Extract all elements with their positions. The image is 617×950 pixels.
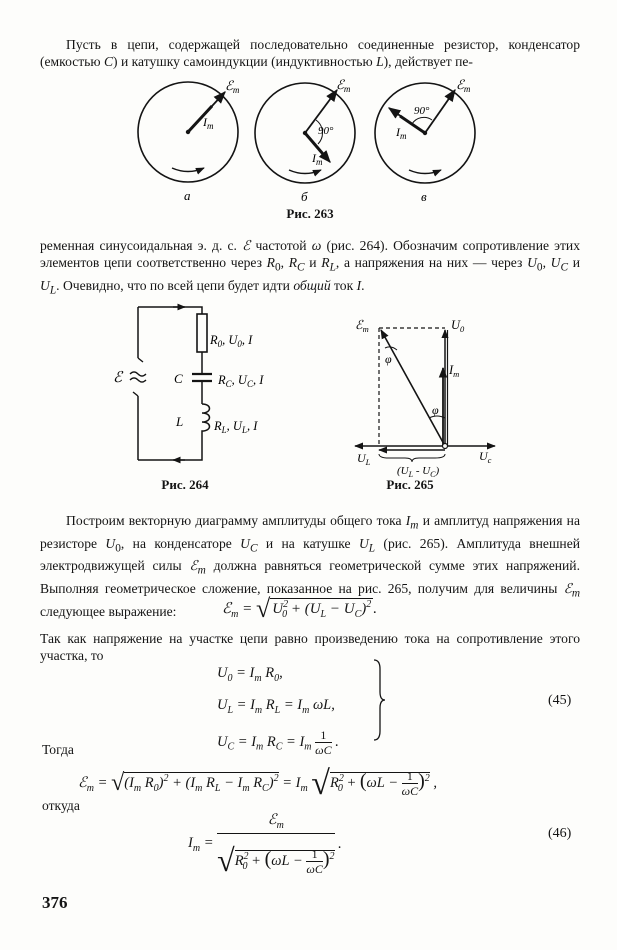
- fig265-u0-label: $U_0$: [451, 318, 465, 334]
- fig265-diff-label: $(U_L - U_C)$: [397, 465, 440, 479]
- fig265-im-label: $I_m$: [449, 363, 460, 379]
- formula-long: ℰ$_m$ = $√(I_m$ $R_0)^2 + (I_m$ $R_L - I_m$ $R_C)^2 = I_m$ $√R^2_0 + (\omega L$ − $\frac{1}{\omega C}$ )$^2$ ,: [78, 765, 438, 802]
- fig263c-emf-label: ℰ$_m$: [456, 77, 471, 94]
- fig263-diagram-a: [138, 78, 240, 203]
- system-line-2: $U_L = I_m$ $R_L = I_m$ ωL,: [217, 696, 335, 716]
- fig265-ul-label: $U_L$: [357, 451, 371, 467]
- fig264-capacitor-symbol: C: [174, 371, 183, 386]
- equation-system-45: [217, 660, 417, 761]
- fig263b-angle-label: 90°: [318, 125, 334, 137]
- fig264-capacitor-label: $R_C$, $U_C$, I: [218, 373, 264, 389]
- system-brace: [372, 659, 386, 741]
- fig263b-current-label: $I_m$: [312, 151, 323, 167]
- figure-265: [345, 318, 515, 479]
- paragraph-ohm: Так как напряжение на участке цепи равно произведению тока на сопротивление этого участка, то: [40, 631, 580, 663]
- paragraph-vector-diagram: Построим векторную диаграмму амплитуды общего тока $I_m$ и амплитуд напряжения на резисторе $U_0$, на конденсаторе $U_C$ и на катушке $U_L$ (рис. 265). Амплитуда внешней электродвижущей силы ℰ$_m$ должна равняться геометрической сумме этих напряжений. Выполняя геометрическое сложение, показанное на рис. 265, получим для величины ℰ$_m$ следующее выражение:: [40, 513, 580, 619]
- fig263-caption: Рис. 263: [286, 206, 334, 221]
- fig265-phi-bottom: φ: [432, 403, 439, 417]
- figure-264: [110, 300, 310, 470]
- paragraph-intro: Пусть в цепи, содержащей последовательно соединенные резистор, конденсатор (емкостью C) и катушку самоиндукции (индуктивностью L), действует пе-: [40, 37, 580, 69]
- fig265-emf-label: ℰ$_m$: [355, 318, 369, 334]
- fig263c-angle-label: 90°: [414, 105, 430, 117]
- fig263-diagram-c: [375, 77, 475, 204]
- equation-number-46: (46): [548, 826, 572, 841]
- formula-46: $I_m$ = ℰ$_m$ $√R^2_0 + (\omega L$ − $\frac{1}{\omega C}$ )$^2$ .: [188, 812, 342, 878]
- fig263a-current-label: $I_m$: [203, 115, 214, 131]
- paragraph-emf: ременная синусоидальная э. д. с. ℰ частотой ω (рис. 264). Обозначим сопротивление этих элементов цепи соответственно через $R_0$, $R_C$ и $R_L$, а напряжения на них — через $U_0$, $U_C$ и $U_L$. Очевидно, что по всей цепи будет идти общий ток I.: [40, 238, 580, 297]
- equation-number-45: (45): [548, 693, 572, 708]
- system-line-3: $U_C = I_m$ $R_C = I_m$ $\frac{1}{\omega C}$ .: [217, 727, 339, 757]
- fig264-source-label: ℰ: [113, 370, 123, 386]
- fig263-sub-b: б: [301, 189, 308, 204]
- fig264-caption: Рис. 264: [161, 477, 209, 492]
- fig264-inductor-symbol: L: [176, 414, 184, 429]
- fig263-sub-c: в: [421, 189, 427, 204]
- fig265-phi-top: φ: [385, 352, 392, 366]
- word-otkuda: откуда: [42, 798, 80, 813]
- fig265-caption: Рис. 265: [386, 477, 434, 492]
- fig264-resistor-label: $R_0$, $U_0$, I: [210, 333, 253, 349]
- word-togda: Тогда: [42, 742, 74, 757]
- fig265-uc-label: $U_c$: [479, 449, 492, 465]
- fig263-diagram-b: [255, 77, 355, 204]
- system-line-1: $U_0 = I_m$ $R_0$,: [217, 665, 283, 684]
- fig263c-current-label: $I_m$: [396, 125, 407, 141]
- formula-em: ℰ$_m$ = √ $U^2_0 + (U_L - U_C)^2$ .: [222, 594, 377, 623]
- fig263a-emf-label: ℰ$_m$: [225, 78, 240, 95]
- fig263b-emf-label: ℰ$_m$: [336, 77, 351, 94]
- fig264-inductor-label: $R_L$, $U_L$, I: [214, 419, 258, 435]
- page-number: 376: [42, 893, 68, 912]
- fig263-sub-a: а: [184, 188, 191, 203]
